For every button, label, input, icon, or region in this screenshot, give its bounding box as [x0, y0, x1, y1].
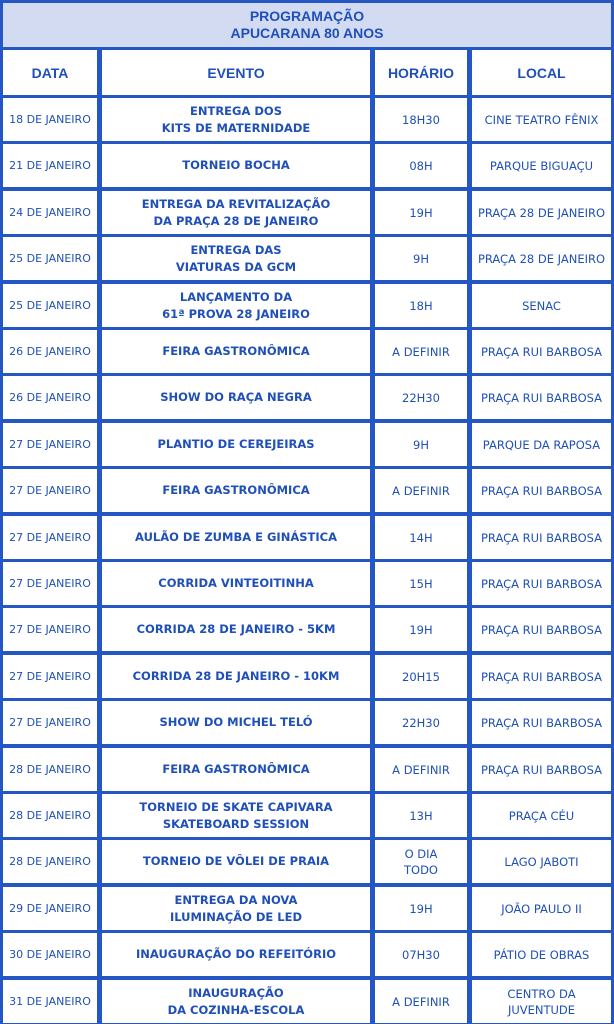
cell-date: 28 DE JANEIRO	[3, 840, 97, 883]
cell-date: 27 DE JANEIRO	[3, 701, 97, 744]
cell-date: 28 DE JANEIRO	[3, 794, 97, 837]
cell-time: 19H	[375, 608, 467, 651]
header-event: EVENTO	[102, 50, 370, 95]
cell-date: 18 DE JANEIRO	[3, 98, 97, 141]
header-place: LOCAL	[472, 50, 611, 95]
cell-place: PRAÇA RUI BARBOSA	[472, 608, 611, 651]
cell-place: PARQUE BIGUAÇU	[472, 144, 611, 187]
cell-time: 19H	[375, 191, 467, 234]
cell-place: PRAÇA RUI BARBOSA	[472, 701, 611, 744]
cell-date: 29 DE JANEIRO	[3, 887, 97, 930]
cell-place: PRAÇA RUI BARBOSA	[472, 376, 611, 419]
cell-event: CORRIDA 28 DE JANEIRO - 5KM	[102, 608, 370, 651]
cell-date: 30 DE JANEIRO	[3, 933, 97, 976]
cell-time: A DEFINIR	[375, 330, 467, 373]
cell-place: CENTRO DA JUVENTUDE	[472, 980, 611, 1023]
cell-event: AULÃO DE ZUMBA E GINÁSTICA	[102, 516, 370, 559]
title-line-2: APUCARANA 80 ANOS	[230, 25, 384, 41]
cell-time: 15H	[375, 562, 467, 605]
cell-event: CORRIDA 28 DE JANEIRO - 10KM	[102, 655, 370, 698]
cell-event: PLANTIO DE CEREJEIRAS	[102, 423, 370, 466]
cell-event: ENTREGA DAS VIATURAS DA GCM	[102, 237, 370, 280]
cell-date: 26 DE JANEIRO	[3, 376, 97, 419]
cell-event: FEIRA GASTRONÔMICA	[102, 748, 370, 791]
cell-place: PRAÇA RUI BARBOSA	[472, 330, 611, 373]
cell-event: FEIRA GASTRONÔMICA	[102, 330, 370, 373]
cell-event: ENTREGA DA NOVA ILUMINAÇÃO DE LED	[102, 887, 370, 930]
cell-date: 27 DE JANEIRO	[3, 423, 97, 466]
cell-event: TORNEIO DE VÔLEI DE PRAIA	[102, 840, 370, 883]
cell-place: CINE TEATRO FÊNIX	[472, 98, 611, 141]
cell-time: A DEFINIR	[375, 748, 467, 791]
header-date: DATA	[3, 50, 97, 95]
cell-time: 18H	[375, 284, 467, 327]
cell-event: TORNEIO BOCHA	[102, 144, 370, 187]
cell-time: 08H	[375, 144, 467, 187]
cell-time: 18H30	[375, 98, 467, 141]
cell-place: PRAÇA RUI BARBOSA	[472, 516, 611, 559]
cell-place: PÁTIO DE OBRAS	[472, 933, 611, 976]
cell-event: INAUGURAÇÃO DA COZINHA-ESCOLA	[102, 980, 370, 1023]
cell-event: SHOW DO MICHEL TELÓ	[102, 701, 370, 744]
cell-time: 07H30	[375, 933, 467, 976]
cell-place: PARQUE DA RAPOSA	[472, 423, 611, 466]
cell-date: 26 DE JANEIRO	[3, 330, 97, 373]
cell-time: 22H30	[375, 701, 467, 744]
cell-place: PRAÇA RUI BARBOSA	[472, 469, 611, 512]
cell-time: 9H	[375, 237, 467, 280]
cell-place: LAGO JABOTI	[472, 840, 611, 883]
cell-date: 27 DE JANEIRO	[3, 608, 97, 651]
cell-place: PRAÇA RUI BARBOSA	[472, 748, 611, 791]
cell-place: PRAÇA 28 DE JANEIRO	[472, 191, 611, 234]
cell-time: 19H	[375, 887, 467, 930]
cell-place: PRAÇA RUI BARBOSA	[472, 655, 611, 698]
table-grid	[0, 50, 614, 1024]
cell-time: 9H	[375, 423, 467, 466]
cell-event: SHOW DO RAÇA NEGRA	[102, 376, 370, 419]
cell-event: FEIRA GASTRONÔMICA	[102, 469, 370, 512]
cell-time: 22H30	[375, 376, 467, 419]
cell-date: 21 DE JANEIRO	[3, 144, 97, 187]
table-title	[3, 3, 611, 47]
cell-date: 25 DE JANEIRO	[3, 284, 97, 327]
cell-place: JOÃO PAULO II	[472, 887, 611, 930]
cell-place: PRAÇA RUI BARBOSA	[472, 562, 611, 605]
cell-time: 14H	[375, 516, 467, 559]
cell-date: 28 DE JANEIRO	[3, 748, 97, 791]
cell-date: 25 DE JANEIRO	[3, 237, 97, 280]
cell-time: 13H	[375, 794, 467, 837]
cell-event: LANÇAMENTO DA 61ª PROVA 28 JANEIRO	[102, 284, 370, 327]
cell-date: 24 DE JANEIRO	[3, 191, 97, 234]
cell-event: ENTREGA DOS KITS DE MATERNIDADE	[102, 98, 370, 141]
cell-place: PRAÇA CÉU	[472, 794, 611, 837]
cell-date: 27 DE JANEIRO	[3, 469, 97, 512]
cell-date: 27 DE JANEIRO	[3, 655, 97, 698]
cell-time: 20H15	[375, 655, 467, 698]
cell-time: O DIA TODO	[375, 840, 467, 883]
cell-date: 27 DE JANEIRO	[3, 516, 97, 559]
cell-event: ENTREGA DA REVITALIZAÇÃO DA PRAÇA 28 DE JANEIRO	[102, 191, 370, 234]
cell-time: A DEFINIR	[375, 980, 467, 1023]
cell-place: PRAÇA 28 DE JANEIRO	[472, 237, 611, 280]
cell-time: A DEFINIR	[375, 469, 467, 512]
header-time: HORÁRIO	[375, 50, 467, 95]
cell-place: SENAC	[472, 284, 611, 327]
cell-date: 27 DE JANEIRO	[3, 562, 97, 605]
cell-date: 31 DE JANEIRO	[3, 980, 97, 1023]
cell-event: TORNEIO DE SKATE CAPIVARA SKATEBOARD SESSION	[102, 794, 370, 837]
cell-event: CORRIDA VINTEOITINHA	[102, 562, 370, 605]
title-line-1: PROGRAMAÇÃO	[249, 8, 365, 24]
cell-event: INAUGURAÇÃO DO REFEITÓRIO	[102, 933, 370, 976]
